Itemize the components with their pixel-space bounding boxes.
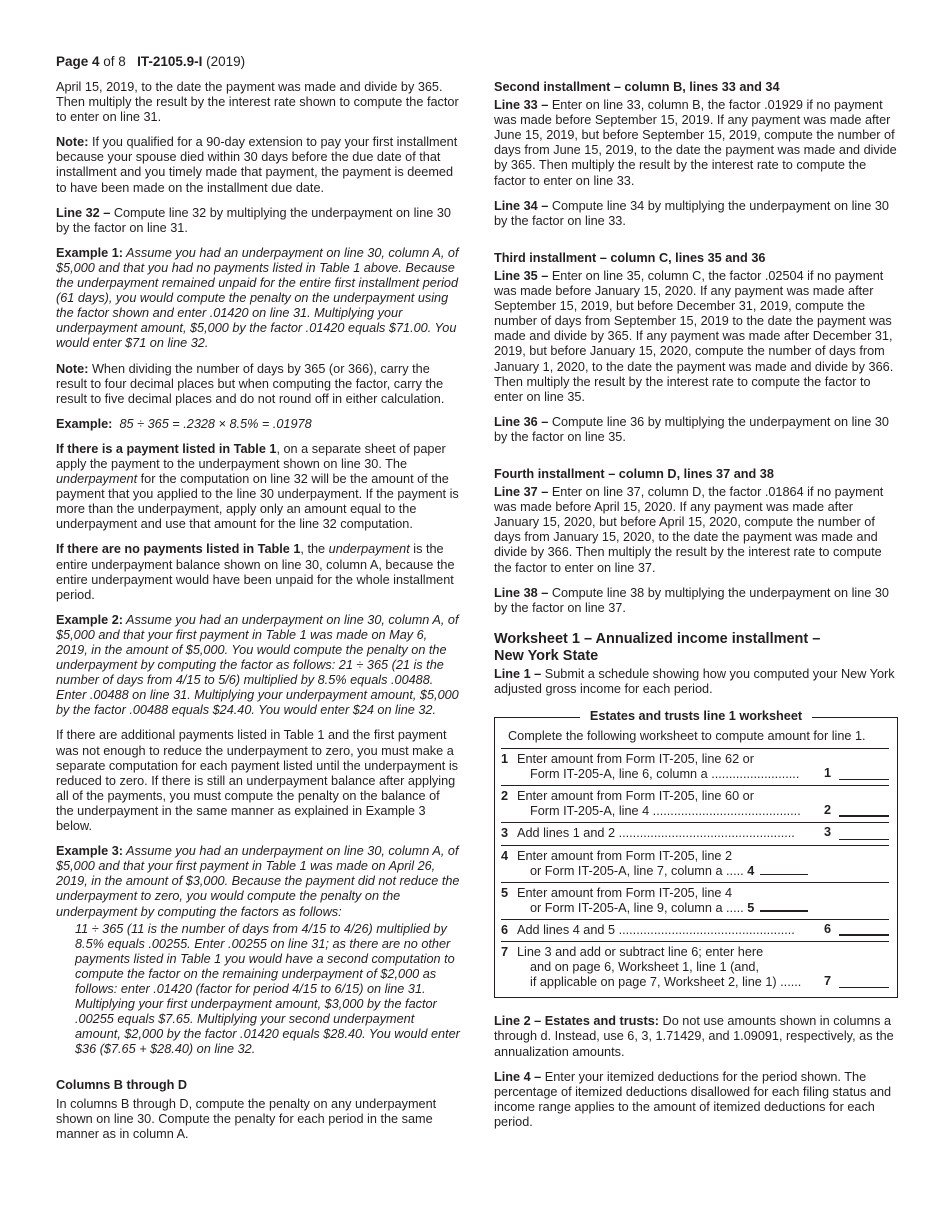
worksheet-row-7: 7 Line 3 and add or subtract line 6; enter here and on page 6, Worksheet 1, line 1 (and, if applicable on page 7, Worksheet 2, line 1) ...... 7 xyxy=(501,941,889,993)
line-5-entry[interactable] xyxy=(760,910,808,912)
ws-line1-paragraph: Line 1 – Submit a schedule showing how you computed your New York adjusted gross income for each period. xyxy=(494,666,895,696)
line34-paragraph: Line 34 – Compute line 34 by multiplying the underpayment on line 30 by the factor on line 33. xyxy=(494,198,889,228)
line4-paragraph: Line 4 – Enter your itemized deductions for the period shown. The percentage of itemized deductions disallowed for each filing status and income range applies to the amount of itemized deductions for each period. xyxy=(494,1069,892,1129)
worksheet-row-4: 4 Enter amount from Form IT-205, line 2 or Form IT-205-A, line 7, column a ..... 4 xyxy=(501,845,889,882)
columns-b-d-heading: Columns B through D xyxy=(56,1078,188,1093)
note-paragraph: Note: If you qualified for a 90-day extension to pay your first installment because your spouse died within 30 days before the due date of that installment and you timely made that payment, the payment is deemed to have been made on the installment due date. xyxy=(56,135,458,195)
line2-estates-paragraph: Line 2 – Estates and trusts: Do not use amounts shown in columns a through d. Instead, use 6, 3, 1.71429, and 1.09091, respectively, as the annualization amounts. xyxy=(494,1014,894,1059)
payment-listed-paragraph: If there is a payment listed in Table 1, on a separate sheet of paper apply the payment to the underpayment shown on line 30. The underpayment for the computation on line 32 will be the amount of the payment that you applied to the line 30 underpayment. If the payment is more than the underpayment, apply only an amount equal to the underpayment and use that amount for the line 32 computation. xyxy=(56,441,459,532)
page-header xyxy=(56,54,245,69)
right-column xyxy=(494,80,898,1140)
worksheet-row-6: 6 Add lines 4 and 5 .................................................. 6 xyxy=(501,919,889,941)
second-installment-heading: Second installment – column B, lines 33 and 34 xyxy=(494,80,780,94)
worksheet-title: Estates and trusts line 1 worksheet xyxy=(580,709,812,723)
note2-paragraph: Note: When dividing the number of days by 365 (or 366), carry the result to four decimal places but when computing the factor, carry the result to five decimal places and do not round off in either calculation. xyxy=(56,361,445,406)
worksheet1-title: Worksheet 1 – Annualized income installment – New York State xyxy=(494,630,821,664)
additional-payments-paragraph: If there are additional payments listed in Table 1 and the first payment was not enough to reduce the underpayment to zero, you must make a separate computation for each payment listed until the underpayment is reduced to zero. If there is still an underpayment balance after applying all of the payments, you must compute the penalty on the balance of the underpayment in the same manner as explained in Example 3 below. xyxy=(56,728,459,834)
worksheet-intro: Complete the following worksheet to compute amount for line 1. xyxy=(508,729,866,743)
third-installment-heading: Third installment – column C, lines 35 and 36 xyxy=(494,250,766,265)
worksheet-row-3: 3 Add lines 1 and 2 .................................................. 3 xyxy=(501,822,889,844)
left-column xyxy=(56,80,460,1152)
line-2-entry[interactable] xyxy=(839,815,889,817)
line-3-entry[interactable] xyxy=(839,839,889,840)
line-4-entry[interactable] xyxy=(760,874,808,875)
columns-b-d-paragraph: In columns B through D, compute the penalty on any underpayment shown on line 30. Compute the penalty for each period in the same manner as in column A. xyxy=(56,1096,437,1141)
estates-trusts-worksheet xyxy=(494,709,898,998)
fourth-installment-heading: Fourth installment – column D, lines 37 and 38 xyxy=(494,466,774,481)
worksheet-row-5: 5 Enter amount from Form IT-205, line 4 or Form IT-205-A, line 9, column a ..... 5 xyxy=(501,882,889,919)
line35-paragraph: Line 35 – Enter on line 35, column C, the factor .02504 if no payment was made before January 15, 2020. If any payment was made after September 15, 2019, but before December 31, 2019, compute the number of days from September 15, 2019 to the date the payment was made and divide by 365. If any payment was made after December 31, 2019, but before January 15, 2020, compute the number of days from January 1, 2020, to the date the payment was made and divide by 366. Then multiply the result by the interest rate to compute the factor to enter on line 35. xyxy=(494,268,894,404)
line-1-entry[interactable] xyxy=(839,779,889,780)
line32-paragraph: Line 32 – Compute line 32 by multiplying the underpayment on line 30 by the factor on line 31. xyxy=(56,205,451,235)
worksheet-row-1: 1 Enter amount from Form IT-205, line 62 or Form IT-205-A, line 6, column a ......................... 1 xyxy=(501,748,889,785)
example3-paragraph: Example 3: Assume you had an underpayment on line 30, column A, of $5,000 and that your first payment in Table 1 was made on April 26, 2019, in the amount of $3,000. Because the payment did not reduce the underpayment to zero, you would compute the penalty on the underpayment by computing the factors as follows: xyxy=(56,844,460,919)
example1-paragraph: Example 1: Assume you had an underpayment on line 30, column A, of $5,000 and that you had no payments listed in Table 1 above. Because the underpayment remained unpaid for the entire first installment period (61 days), you would compute the penalty on the underpayment using the factor shown and enter .01420 on line 31. Multiplying your underpayment amount, $5,000 by the factor .01420 equals $71.00. You would enter $71 on line 32. xyxy=(56,245,459,351)
line37-paragraph: Line 37 – Enter on line 37, column D, the factor .01864 if no payment was made before April 15, 2020. If any payment was made after January 15, 2020, but before April 15, 2020, compute the number of days from January 15, 2020, to the date the payment was made and divide by 366. Then multiply the result by the interest rate to compute the factor to enter on line 37. xyxy=(494,485,884,575)
example-calc: Example: 85 ÷ 365 = .2328 × 8.5% = .01978 xyxy=(56,416,312,431)
worksheet-row-2: 2 Enter amount from Form IT-205, line 60 or Form IT-205-A, line 4 .......................................... 2 xyxy=(501,785,889,822)
line38-paragraph: Line 38 – Compute line 38 by multiplying the underpayment on line 30 by the factor on line 37. xyxy=(494,585,889,615)
example3-indented: 11 ÷ 365 (11 is the number of days from 4/15 to 4/26) multiplied by 8.5% equals .00255. Enter .00255 on line 31; as there are no other payments listed in Table 1 you would have a second computation to compute the factor on the remaining underpayment of $2,000 as follows: enter .01420 (factor for period 4/15 to 6/15) on line 31. Multiplying your first underpayment amount, $3,000 by the factor .00255 equals $7.65. Multiplying your second underpayment amount, $2,000 by the factor .01420 equals $28.40. You would enter $36 ($7.65 + $28.40) on line 32. xyxy=(75,921,460,1057)
page-number: Page 4 xyxy=(56,54,100,69)
line36-paragraph: Line 36 – Compute line 36 by multiplying the underpayment on line 30 by the factor on line 35. xyxy=(494,414,889,444)
example2-paragraph: Example 2: Assume you had an underpayment on line 30, column A, of $5,000 and that your first payment in Table 1 was made on May 6, 2019, in the amount of $5,000. You would compute the penalty on the underpayment by computing the factor as follows: 21 ÷ 365 (21 is the number of days from 4/15 to 5/6) multiplied by 8.5% equals .00488. Enter .00488 on line 31. Multiplying your underpayment amount, $5,000 by the factor .00488 equals $24.40. You would enter $24 on line 32. xyxy=(56,612,459,718)
form-year: (2019) xyxy=(206,54,246,69)
line-6-entry[interactable] xyxy=(839,934,889,936)
line33-paragraph: Line 33 – Enter on line 33, column B, the factor .01929 if no payment was made before September 15, 2019. If any payment was made after June 15, 2019, but before September 15, 2019, compute the number of days from June 15, 2019, to the date the payment was made and divide by 365. Then multiply the result by the interest rate to compute the factor to enter on line 33. xyxy=(494,98,897,188)
paragraph: April 15, 2019, to the date the payment was made and divide by 365. Then multiply the result by the interest rate shown to compute the factor to enter on line 31. xyxy=(56,80,459,125)
line-7-entry[interactable] xyxy=(839,987,889,988)
page-of: of 8 xyxy=(103,54,126,69)
no-payment-paragraph: If there are no payments listed in Table 1, the underpayment is the entire underpayment balance shown on line 30, column A, because the entire underpayment would have been unpaid for the whole installment period. xyxy=(56,542,455,602)
form-number: IT-2105.9-I xyxy=(137,54,203,69)
